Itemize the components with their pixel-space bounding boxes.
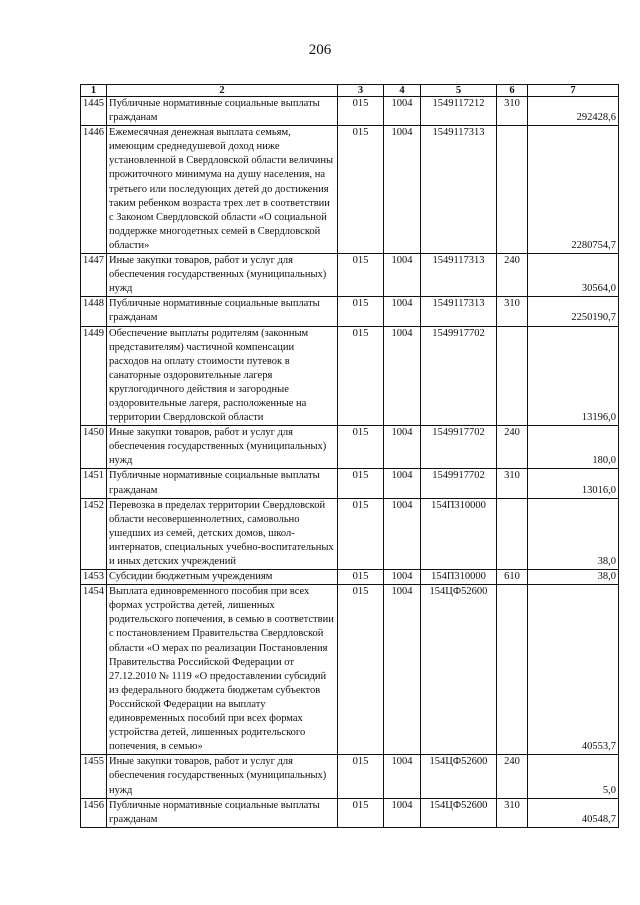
row-col6 — [497, 585, 528, 755]
row-col3: 015 — [338, 585, 384, 755]
row-col4: 1004 — [384, 126, 421, 254]
row-col3: 015 — [338, 426, 384, 469]
row-col6: 310 — [497, 798, 528, 827]
row-number: 1449 — [81, 326, 107, 426]
row-col4: 1004 — [384, 570, 421, 585]
row-amount: 13196,0 — [528, 326, 619, 426]
row-number: 1452 — [81, 498, 107, 569]
row-number: 1450 — [81, 426, 107, 469]
row-col6 — [497, 126, 528, 254]
row-amount: 38,0 — [528, 570, 619, 585]
row-number: 1451 — [81, 469, 107, 498]
row-amount: 40553,7 — [528, 585, 619, 755]
row-name: Обеспечение выплаты родителям (законным представителям) частичной компенсации расходов на оплату стоимости путевок в санаторные оздоровительные лагеря круглогодичного действия и загородные оздоровительные лагеря, расположенные на территории Свердловской области — [107, 326, 338, 426]
row-col3: 015 — [338, 326, 384, 426]
table-header-row — [81, 85, 619, 97]
table-row — [81, 498, 619, 569]
row-col5: 1549917702 — [421, 326, 497, 426]
row-name: Ежемесячная денежная выплата семьям, имеющим среднедушевой доход ниже установленной в Свердловской области величины прожиточного минимума на душу населения, на третьего или последующих детей до достижения таким ребенком возраста трех лет в соответствии с Законом Свердловской области «О социальной поддержке многодетных семей в Свердловской области» — [107, 126, 338, 254]
row-number: 1446 — [81, 126, 107, 254]
table-row — [81, 755, 619, 798]
table-row — [81, 798, 619, 827]
row-col6: 240 — [497, 426, 528, 469]
table-row — [81, 585, 619, 755]
row-col6 — [497, 498, 528, 569]
row-col4: 1004 — [384, 469, 421, 498]
header-cell: 2 — [107, 85, 338, 97]
row-amount: 30564,0 — [528, 254, 619, 297]
row-amount: 292428,6 — [528, 97, 619, 126]
header-cell: 1 — [81, 85, 107, 97]
row-col3: 015 — [338, 755, 384, 798]
row-col5: 154ЦФ52600 — [421, 798, 497, 827]
table-row — [81, 254, 619, 297]
row-col4: 1004 — [384, 585, 421, 755]
row-number: 1445 — [81, 97, 107, 126]
row-col6: 610 — [497, 570, 528, 585]
row-amount: 5,0 — [528, 755, 619, 798]
row-col3: 015 — [338, 254, 384, 297]
row-col3: 015 — [338, 297, 384, 326]
row-col5: 1549117313 — [421, 126, 497, 254]
row-col3: 015 — [338, 570, 384, 585]
row-col6: 240 — [497, 755, 528, 798]
row-name: Иные закупки товаров, работ и услуг для обеспечения государственных (муниципальных) нужд — [107, 254, 338, 297]
row-col4: 1004 — [384, 97, 421, 126]
header-cell: 5 — [421, 85, 497, 97]
row-col5: 1549117212 — [421, 97, 497, 126]
row-col5: 154П310000 — [421, 498, 497, 569]
table-row — [81, 570, 619, 585]
row-col6: 310 — [497, 297, 528, 326]
row-col5: 1549917702 — [421, 426, 497, 469]
row-number: 1456 — [81, 798, 107, 827]
table-row — [81, 97, 619, 126]
table-row — [81, 469, 619, 498]
budget-table — [80, 84, 619, 828]
header-cell: 6 — [497, 85, 528, 97]
row-name: Публичные нормативные социальные выплаты гражданам — [107, 97, 338, 126]
row-col3: 015 — [338, 498, 384, 569]
row-name: Субсидии бюджетным учреждениям — [107, 570, 338, 585]
row-col4: 1004 — [384, 426, 421, 469]
row-col4: 1004 — [384, 326, 421, 426]
row-amount: 38,0 — [528, 498, 619, 569]
row-col5: 1549117313 — [421, 297, 497, 326]
row-name: Выплата единовременного пособия при всех формах устройства детей, лишенных родительского попечения, в семью в соответствии с постановлением Правительства Свердловской области «О мерах по реализации Постановления Правительства Российской Федерации от 27.12.2010 № 1119 «О предоставлении субсидий из федерального бюджета бюджетам субъектов Российской Федерации на выплату единовременных пособий при всех формах устройства детей, лишенных родительского попечения, в семью» — [107, 585, 338, 755]
row-col3: 015 — [338, 97, 384, 126]
page-number: 206 — [308, 42, 332, 58]
table-row — [81, 297, 619, 326]
row-col5: 1549117313 — [421, 254, 497, 297]
table-row — [81, 326, 619, 426]
row-name: Перевозка в пределах территории Свердловской области несовершеннолетних, самовольно ушедших из семей, детских домов, школ-интернатов, специальных учебно-воспитательных и иных детских учреждений — [107, 498, 338, 569]
row-col5: 154ЦФ52600 — [421, 585, 497, 755]
row-number: 1447 — [81, 254, 107, 297]
row-amount: 40548,7 — [528, 798, 619, 827]
row-col6: 240 — [497, 254, 528, 297]
header-cell: 3 — [338, 85, 384, 97]
row-col4: 1004 — [384, 798, 421, 827]
row-col6: 310 — [497, 97, 528, 126]
row-col5: 154П310000 — [421, 570, 497, 585]
row-amount: 2250190,7 — [528, 297, 619, 326]
table-row — [81, 126, 619, 254]
row-col5: 1549917702 — [421, 469, 497, 498]
row-col5: 154ЦФ52600 — [421, 755, 497, 798]
row-col6: 310 — [497, 469, 528, 498]
row-amount: 13016,0 — [528, 469, 619, 498]
row-name: Публичные нормативные социальные выплаты гражданам — [107, 297, 338, 326]
row-number: 1455 — [81, 755, 107, 798]
row-col4: 1004 — [384, 297, 421, 326]
row-col4: 1004 — [384, 498, 421, 569]
row-col3: 015 — [338, 126, 384, 254]
row-amount: 180,0 — [528, 426, 619, 469]
row-col3: 015 — [338, 798, 384, 827]
row-col3: 015 — [338, 469, 384, 498]
row-name: Иные закупки товаров, работ и услуг для обеспечения государственных (муниципальных) нужд — [107, 755, 338, 798]
row-number: 1453 — [81, 570, 107, 585]
row-col6 — [497, 326, 528, 426]
row-number: 1454 — [81, 585, 107, 755]
header-cell: 4 — [384, 85, 421, 97]
table-row — [81, 426, 619, 469]
row-name: Публичные нормативные социальные выплаты гражданам — [107, 798, 338, 827]
header-cell: 7 — [528, 85, 619, 97]
row-number: 1448 — [81, 297, 107, 326]
row-amount: 2280754,7 — [528, 126, 619, 254]
row-col4: 1004 — [384, 254, 421, 297]
row-col4: 1004 — [384, 755, 421, 798]
row-name: Публичные нормативные социальные выплаты гражданам — [107, 469, 338, 498]
row-name: Иные закупки товаров, работ и услуг для обеспечения государственных (муниципальных) нужд — [107, 426, 338, 469]
